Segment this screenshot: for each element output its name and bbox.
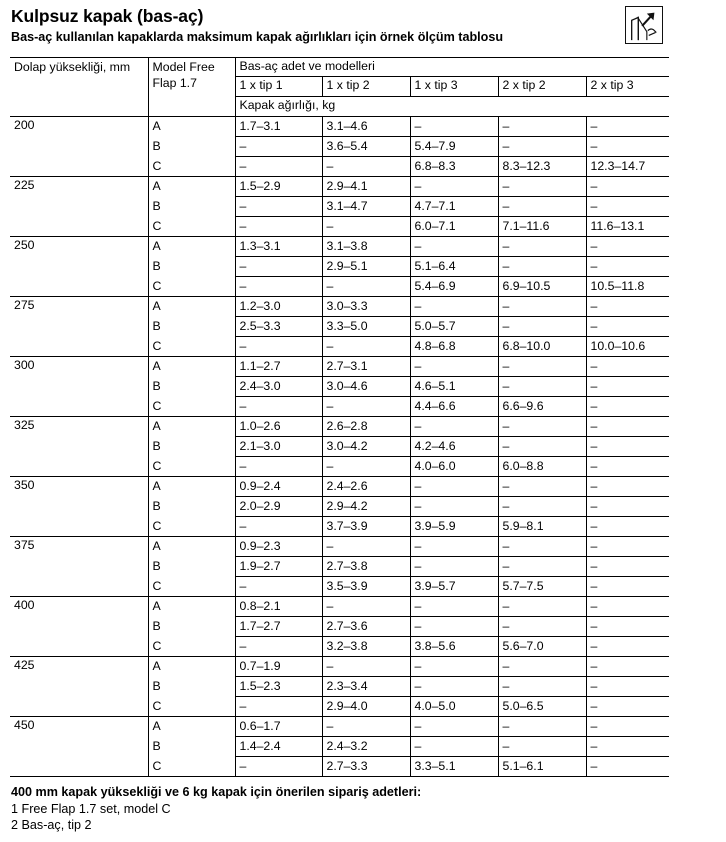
- weight-cell: 1.5–2.9: [235, 177, 322, 197]
- weight-cell: –: [235, 397, 322, 417]
- weight-cell: –: [322, 657, 410, 677]
- weight-cell: 3.1–3.8: [322, 237, 410, 257]
- weight-cell: –: [322, 597, 410, 617]
- model-cell: C: [148, 697, 235, 717]
- weight-cell: 8.3–12.3: [498, 157, 586, 177]
- weight-table: [10, 57, 669, 777]
- weight-cell: –: [410, 477, 498, 497]
- weight-cell: 3.2–3.8: [322, 637, 410, 657]
- weight-cell: –: [235, 517, 322, 537]
- page-title: Kulpsuz kapak (bas-aç): [11, 6, 204, 26]
- weight-cell: –: [498, 677, 586, 697]
- weight-cell: 4.6–5.1: [410, 377, 498, 397]
- weight-cell: –: [586, 197, 669, 217]
- subheader: 2 x tip 2: [498, 77, 586, 97]
- weight-cell: 2.6–2.8: [322, 417, 410, 437]
- weight-cell: –: [235, 697, 322, 717]
- weight-cell: 3.9–5.9: [410, 517, 498, 537]
- weight-cell: –: [586, 177, 669, 197]
- subheader: 1 x tip 1: [235, 77, 322, 97]
- table-row: [10, 417, 669, 437]
- note-line: 2 Bas-aç, tip 2: [11, 818, 92, 832]
- model-cell: C: [148, 757, 235, 777]
- weight-cell: 0.8–2.1: [235, 597, 322, 617]
- weight-cell: –: [498, 257, 586, 277]
- weight-cell: 3.8–5.6: [410, 637, 498, 657]
- table-row: [10, 477, 669, 497]
- model-cell: A: [148, 717, 235, 737]
- weight-cell: –: [586, 737, 669, 757]
- weight-cell: –: [235, 757, 322, 777]
- weight-cell: 5.6–7.0: [498, 637, 586, 657]
- weight-cell: –: [586, 497, 669, 517]
- weight-cell: –: [586, 657, 669, 677]
- weight-cell: 4.7–7.1: [410, 197, 498, 217]
- model-cell: B: [148, 437, 235, 457]
- table-row: [10, 297, 669, 317]
- weight-cell: 1.0–2.6: [235, 417, 322, 437]
- weight-cell: –: [410, 117, 498, 137]
- weight-cell: –: [586, 117, 669, 137]
- weight-cell: –: [498, 617, 586, 637]
- model-cell: B: [148, 557, 235, 577]
- weight-cell: 1.5–2.3: [235, 677, 322, 697]
- weight-cell: –: [498, 437, 586, 457]
- cabinet-height-cell: 275: [10, 297, 148, 357]
- table-row: [10, 237, 669, 257]
- weight-cell: –: [322, 277, 410, 297]
- model-cell: B: [148, 677, 235, 697]
- weight-cell: –: [498, 597, 586, 617]
- note-heading: 400 mm kapak yüksekliği ve 6 kg kapak için önerilen sipariş adetleri:: [11, 785, 422, 799]
- weight-cell: –: [410, 617, 498, 637]
- model-cell: A: [148, 477, 235, 497]
- weight-cell: –: [410, 237, 498, 257]
- weight-cell: 2.5–3.3: [235, 317, 322, 337]
- weight-cell: –: [586, 597, 669, 617]
- weight-cell: –: [235, 337, 322, 357]
- weight-cell: 1.9–2.7: [235, 557, 322, 577]
- weight-cell: –: [498, 557, 586, 577]
- weight-cell: 2.7–3.6: [322, 617, 410, 637]
- weight-cell: –: [235, 137, 322, 157]
- model-cell: A: [148, 237, 235, 257]
- weight-cell: –: [586, 477, 669, 497]
- weight-cell: –: [586, 317, 669, 337]
- weight-cell: –: [322, 217, 410, 237]
- weight-cell: –: [410, 297, 498, 317]
- model-cell: C: [148, 637, 235, 657]
- weight-cell: –: [586, 697, 669, 717]
- weight-cell: 0.7–1.9: [235, 657, 322, 677]
- header-weight-unit: Kapak ağırlığı, kg: [235, 97, 669, 117]
- weight-cell: 3.3–5.0: [322, 317, 410, 337]
- subheader: 2 x tip 3: [586, 77, 669, 97]
- weight-cell: 6.0–8.8: [498, 457, 586, 477]
- weight-cell: –: [410, 357, 498, 377]
- weight-cell: –: [235, 217, 322, 237]
- weight-cell: 1.7–3.1: [235, 117, 322, 137]
- weight-cell: 2.4–2.6: [322, 477, 410, 497]
- model-cell: C: [148, 457, 235, 477]
- weight-cell: 7.1–11.6: [498, 217, 586, 237]
- model-cell: A: [148, 357, 235, 377]
- weight-cell: –: [235, 257, 322, 277]
- weight-cell: –: [498, 417, 586, 437]
- model-cell: C: [148, 277, 235, 297]
- model-cell: B: [148, 377, 235, 397]
- model-cell: A: [148, 657, 235, 677]
- weight-cell: 0.9–2.3: [235, 537, 322, 557]
- weight-cell: 2.9–4.0: [322, 697, 410, 717]
- weight-cell: 3.0–4.6: [322, 377, 410, 397]
- weight-cell: 2.7–3.8: [322, 557, 410, 577]
- weight-cell: –: [586, 577, 669, 597]
- weight-cell: –: [498, 317, 586, 337]
- subheader: 1 x tip 3: [410, 77, 498, 97]
- weight-cell: –: [586, 437, 669, 457]
- weight-cell: 3.0–3.3: [322, 297, 410, 317]
- weight-cell: 2.7–3.1: [322, 357, 410, 377]
- weight-cell: 5.1–6.4: [410, 257, 498, 277]
- table-row: [10, 177, 669, 197]
- weight-cell: –: [586, 537, 669, 557]
- weight-cell: –: [586, 137, 669, 157]
- weight-cell: –: [235, 277, 322, 297]
- model-cell: B: [148, 737, 235, 757]
- weight-cell: –: [235, 457, 322, 477]
- subheader: 1 x tip 2: [322, 77, 410, 97]
- weight-cell: –: [322, 397, 410, 417]
- weight-cell: 3.5–3.9: [322, 577, 410, 597]
- weight-cell: –: [586, 557, 669, 577]
- model-cell: C: [148, 217, 235, 237]
- weight-cell: 3.1–4.7: [322, 197, 410, 217]
- weight-cell: –: [586, 417, 669, 437]
- weight-cell: 2.9–4.2: [322, 497, 410, 517]
- model-cell: C: [148, 517, 235, 537]
- cabinet-height-cell: 375: [10, 537, 148, 597]
- weight-cell: 6.6–9.6: [498, 397, 586, 417]
- model-cell: A: [148, 597, 235, 617]
- weight-cell: –: [586, 357, 669, 377]
- weight-cell: 1.4–2.4: [235, 737, 322, 757]
- weight-cell: 2.4–3.2: [322, 737, 410, 757]
- weight-cell: –: [235, 637, 322, 657]
- weight-cell: 2.7–3.3: [322, 757, 410, 777]
- weight-cell: –: [498, 297, 586, 317]
- weight-cell: –: [498, 377, 586, 397]
- model-cell: C: [148, 337, 235, 357]
- weight-cell: –: [498, 537, 586, 557]
- weight-cell: –: [235, 157, 322, 177]
- weight-cell: 0.9–2.4: [235, 477, 322, 497]
- cabinet-height-cell: 325: [10, 417, 148, 477]
- weight-cell: 2.0–2.9: [235, 497, 322, 517]
- note-line: 1 Free Flap 1.7 set, model C: [11, 801, 171, 816]
- weight-cell: –: [410, 497, 498, 517]
- weight-cell: 11.6–13.1: [586, 217, 669, 237]
- model-cell: B: [148, 257, 235, 277]
- weight-cell: –: [498, 357, 586, 377]
- weight-cell: –: [498, 237, 586, 257]
- model-cell: B: [148, 497, 235, 517]
- model-cell: A: [148, 417, 235, 437]
- weight-cell: –: [586, 297, 669, 317]
- weight-cell: 2.1–3.0: [235, 437, 322, 457]
- order-note: [11, 784, 421, 834]
- weight-cell: 3.7–3.9: [322, 517, 410, 537]
- weight-cell: –: [322, 457, 410, 477]
- header-cabinet-height: Dolap yüksekliği, mm: [10, 58, 148, 117]
- weight-cell: 2.4–3.0: [235, 377, 322, 397]
- cabinet-height-cell: 400: [10, 597, 148, 657]
- weight-cell: –: [498, 737, 586, 757]
- weight-cell: 4.4–6.6: [410, 397, 498, 417]
- weight-cell: –: [410, 677, 498, 697]
- model-cell: B: [148, 197, 235, 217]
- table-row: [10, 717, 669, 737]
- model-cell: A: [148, 117, 235, 137]
- weight-cell: –: [410, 537, 498, 557]
- weight-cell: 4.2–4.6: [410, 437, 498, 457]
- weight-cell: 5.1–6.1: [498, 757, 586, 777]
- weight-cell: –: [410, 177, 498, 197]
- weight-cell: 3.9–5.7: [410, 577, 498, 597]
- push-open-door-icon: [625, 6, 663, 44]
- weight-cell: –: [410, 737, 498, 757]
- weight-cell: 1.3–3.1: [235, 237, 322, 257]
- weight-cell: –: [498, 477, 586, 497]
- weight-cell: –: [235, 577, 322, 597]
- weight-cell: 6.0–7.1: [410, 217, 498, 237]
- table-row: [10, 357, 669, 377]
- weight-cell: 5.0–6.5: [498, 697, 586, 717]
- weight-cell: 2.3–3.4: [322, 677, 410, 697]
- header-model: Model Free Flap 1.7: [148, 58, 235, 117]
- weight-cell: 0.6–1.7: [235, 717, 322, 737]
- weight-cell: –: [498, 117, 586, 137]
- weight-cell: –: [498, 177, 586, 197]
- model-cell: B: [148, 317, 235, 337]
- weight-cell: 5.0–5.7: [410, 317, 498, 337]
- weight-cell: 2.9–5.1: [322, 257, 410, 277]
- weight-cell: –: [410, 557, 498, 577]
- model-cell: A: [148, 537, 235, 557]
- weight-cell: 6.9–10.5: [498, 277, 586, 297]
- weight-cell: 5.9–8.1: [498, 517, 586, 537]
- weight-cell: –: [586, 257, 669, 277]
- weight-cell: –: [586, 377, 669, 397]
- weight-cell: 3.0–4.2: [322, 437, 410, 457]
- weight-cell: –: [498, 657, 586, 677]
- weight-cell: 5.4–7.9: [410, 137, 498, 157]
- weight-cell: –: [586, 637, 669, 657]
- table-row: [10, 117, 669, 137]
- table-row: [10, 597, 669, 617]
- weight-cell: 1.7–2.7: [235, 617, 322, 637]
- weight-cell: –: [586, 717, 669, 737]
- weight-cell: 3.1–4.6: [322, 117, 410, 137]
- cabinet-height-cell: 350: [10, 477, 148, 537]
- weight-cell: –: [322, 157, 410, 177]
- weight-cell: 12.3–14.7: [586, 157, 669, 177]
- weight-cell: –: [322, 717, 410, 737]
- weight-cell: 5.7–7.5: [498, 577, 586, 597]
- weight-cell: 4.0–6.0: [410, 457, 498, 477]
- weight-cell: 2.9–4.1: [322, 177, 410, 197]
- cabinet-height-cell: 425: [10, 657, 148, 717]
- weight-cell: –: [410, 417, 498, 437]
- weight-cell: –: [235, 197, 322, 217]
- weight-cell: 1.2–3.0: [235, 297, 322, 317]
- weight-cell: 3.3–5.1: [410, 757, 498, 777]
- weight-cell: 10.0–10.6: [586, 337, 669, 357]
- model-cell: A: [148, 177, 235, 197]
- weight-cell: 4.0–5.0: [410, 697, 498, 717]
- weight-cell: 6.8–10.0: [498, 337, 586, 357]
- weight-cell: –: [586, 397, 669, 417]
- weight-cell: 6.8–8.3: [410, 157, 498, 177]
- cabinet-height-cell: 450: [10, 717, 148, 777]
- weight-cell: 3.6–5.4: [322, 137, 410, 157]
- cabinet-height-cell: 250: [10, 237, 148, 297]
- weight-cell: 10.5–11.8: [586, 277, 669, 297]
- weight-cell: –: [586, 237, 669, 257]
- weight-cell: 1.1–2.7: [235, 357, 322, 377]
- weight-cell: 5.4–6.9: [410, 277, 498, 297]
- table-row: [10, 537, 669, 557]
- model-cell: C: [148, 397, 235, 417]
- weight-cell: –: [498, 717, 586, 737]
- weight-cell: –: [586, 517, 669, 537]
- cabinet-height-cell: 200: [10, 117, 148, 177]
- model-cell: B: [148, 617, 235, 637]
- weight-cell: –: [586, 457, 669, 477]
- model-cell: C: [148, 577, 235, 597]
- table-row: [10, 657, 669, 677]
- model-cell: C: [148, 157, 235, 177]
- weight-cell: –: [586, 757, 669, 777]
- cabinet-height-cell: 300: [10, 357, 148, 417]
- page-subtitle: Bas-aç kullanılan kapaklarda maksimum kapak ağırlıkları için örnek ölçüm tablosu: [11, 30, 504, 44]
- weight-cell: –: [498, 137, 586, 157]
- weight-cell: –: [410, 717, 498, 737]
- header-group: Bas-aç adet ve modelleri: [235, 58, 669, 77]
- weight-cell: 4.8–6.8: [410, 337, 498, 357]
- weight-cell: –: [322, 337, 410, 357]
- weight-cell: –: [586, 677, 669, 697]
- weight-cell: –: [410, 597, 498, 617]
- weight-cell: –: [498, 497, 586, 517]
- cabinet-height-cell: 225: [10, 177, 148, 237]
- model-cell: B: [148, 137, 235, 157]
- model-cell: A: [148, 297, 235, 317]
- weight-cell: –: [410, 657, 498, 677]
- weight-cell: –: [586, 617, 669, 637]
- weight-cell: –: [498, 197, 586, 217]
- weight-cell: –: [322, 537, 410, 557]
